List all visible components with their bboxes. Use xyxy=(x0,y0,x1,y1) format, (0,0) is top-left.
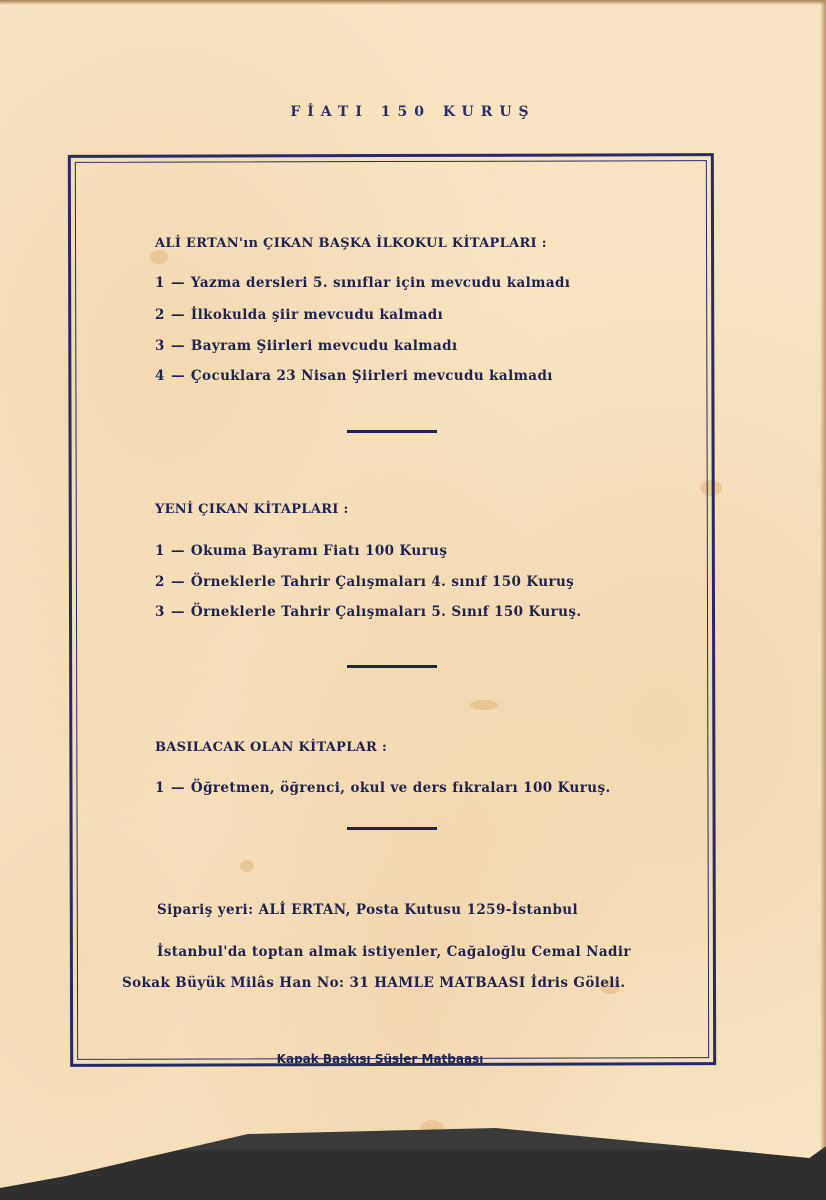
item-text: Yazma dersleri 5. sınıflar için mevcudu kalmadı xyxy=(190,275,571,291)
printer-credit: Kapak Baskısı Süsler Matbaası xyxy=(276,1052,484,1066)
section-divider xyxy=(347,430,437,433)
item-text: Bayram Şiirleri mevcudu kalmadı xyxy=(190,338,458,354)
item-dash: — xyxy=(171,604,185,620)
list-item xyxy=(155,574,574,590)
list-item xyxy=(155,275,570,291)
item-number: 3 xyxy=(155,604,165,620)
price-header: FİATI 150 KURUŞ xyxy=(290,104,536,120)
item-text: Örneklerle Tahrir Çalışmaları 4. sınıf 150 Kuruş xyxy=(190,574,575,590)
list-item xyxy=(155,604,581,620)
item-dash: — xyxy=(171,574,185,590)
item-number: 1 xyxy=(155,543,165,559)
list-item xyxy=(155,307,443,323)
item-number: 1 xyxy=(155,275,165,291)
list-item xyxy=(155,368,553,384)
item-text: Çocuklara 23 Nisan Şiirleri mevcudu kalmadı xyxy=(190,368,553,384)
section-divider xyxy=(347,827,437,830)
item-number: 2 xyxy=(155,574,165,590)
list-item xyxy=(155,338,457,354)
wholesale-address: Sokak Büyük Milâs Han No: 31 HAMLE MATBAASI İdris Göleli. xyxy=(122,975,626,991)
item-dash: — xyxy=(171,338,185,354)
wholesale-info: İstanbul'da toptan almak istiyenler, Cağaloğlu Cemal Nadir xyxy=(157,944,631,960)
item-text: İlkokulda şiir mevcudu kalmadı xyxy=(190,307,444,323)
item-text: Örneklerle Tahrir Çalışmaları 5. Sınıf 150 Kuruş. xyxy=(190,604,582,620)
list-item xyxy=(155,780,611,796)
item-dash: — xyxy=(171,307,185,323)
item-dash: — xyxy=(171,275,185,291)
item-number: 4 xyxy=(155,368,165,384)
order-address: Sipariş yeri: ALİ ERTAN, Posta Kutusu 1259-İstanbul xyxy=(157,902,579,918)
section-heading-new-books: YENİ ÇIKAN KİTAPLARI : xyxy=(155,502,349,517)
item-text: Öğretmen, öğrenci, okul ve ders fıkraları 100 Kuruş. xyxy=(190,780,611,796)
list-item xyxy=(155,543,447,559)
item-text: Okuma Bayramı Fiatı 100 Kuruş xyxy=(190,543,448,559)
item-number: 1 xyxy=(155,780,165,796)
item-number: 3 xyxy=(155,338,165,354)
item-dash: — xyxy=(171,780,185,796)
item-number: 2 xyxy=(155,307,165,323)
section-heading-other-books: ALİ ERTAN'ın ÇIKAN BAŞKA İLKOKUL KİTAPLARI : xyxy=(155,236,547,251)
item-dash: — xyxy=(171,543,185,559)
section-heading-upcoming-books: BASILACAK OLAN KİTAPLAR : xyxy=(155,740,388,755)
section-divider xyxy=(347,665,437,668)
item-dash: — xyxy=(171,368,185,384)
